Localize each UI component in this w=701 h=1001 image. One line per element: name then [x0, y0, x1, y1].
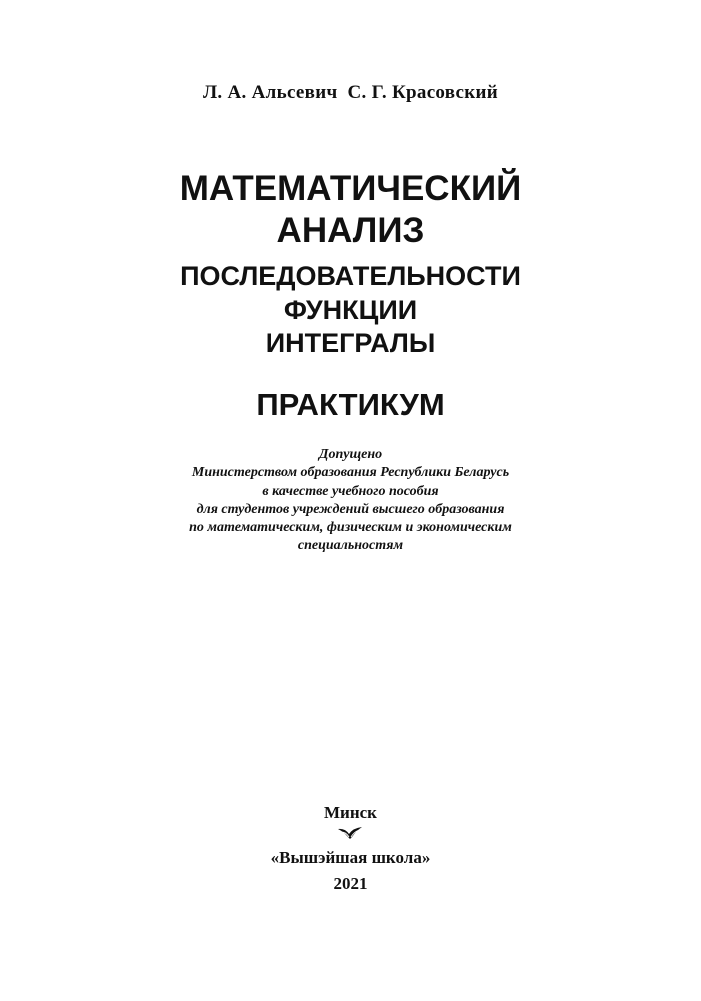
approval-line-5: по математическим, физическим и экономическим: [189, 520, 512, 536]
book-title-line-1: МАТЕМАТИЧЕСКИЙ: [179, 169, 522, 208]
imprint-publisher: «Вышэйшая школа»: [270, 848, 431, 867]
approval-line-1: Допущено: [318, 447, 383, 462]
author-1: Л. А. Альсевич: [202, 82, 338, 103]
authors-line: [0, 82, 701, 104]
subtitle-line-3: ИНТЕГРАЛЫ: [265, 328, 436, 358]
approval-line-6: специальностям: [297, 538, 404, 554]
subtitle-line-2: ФУНКЦИИ: [283, 295, 418, 325]
book-title-line-2: АНАЛИЗ: [276, 211, 425, 250]
imprint-city: Минск: [324, 803, 377, 822]
approval-line-2: Министерством образования Республики Беларусь: [191, 465, 510, 481]
approval-statement: [0, 446, 701, 556]
approval-line-3: в качестве учебного пособия: [262, 483, 439, 499]
author-2: С. Г. Красовский: [347, 82, 499, 103]
approval-line-4: для студентов учреждений высшего образования: [196, 501, 505, 517]
bird-logo-icon: [337, 826, 363, 840]
imprint-year: 2021: [333, 874, 368, 893]
subtitle-line-1: ПОСЛЕДОВАТЕЛЬНОСТИ: [180, 261, 521, 291]
book-genre: ПРАКТИКУМ: [256, 387, 445, 422]
